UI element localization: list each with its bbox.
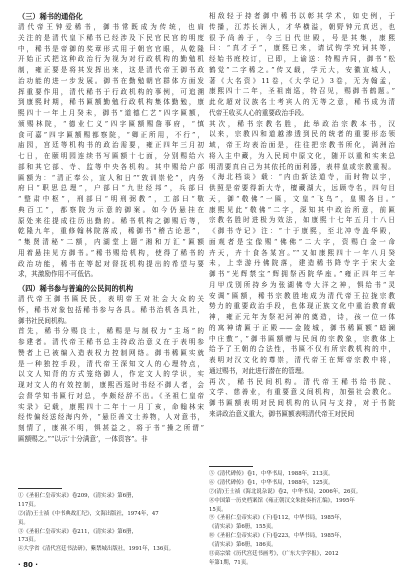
section-heading: （三）稀书的通俗化: [18, 12, 83, 21]
body-text-line: 明清要真自己为其依托的面利器，表样皇或宗教重视。: [209, 162, 395, 171]
body-text-line: 清代帝王钟爱稀书，御书常既成为传统，也肩: [18, 23, 204, 31]
body-text-line: 经传偏经送经海内外，“悬臣善文士养物，人对意书，: [18, 413, 204, 422]
body-text-line: 食可嘉”四字匾额赐都察院，“卿正所用，不行”，: [18, 130, 204, 139]
footnote-line: 15页。: [209, 506, 227, 513]
body-text-line: 七日，在颐明园连续书写匾额十七面，分别赐给六: [18, 152, 204, 160]
body-text-line: 匾额为：“清正奉公，宣人和日”“敦训崇伦”，内务: [18, 173, 204, 182]
body-text-line: 求，其激励作用不可低估。: [18, 270, 98, 279]
body-text-line: 域，帝王均表治面是，往往把宗教书所化，满洲治: [209, 141, 395, 149]
body-text-line: 经始书庭校订，已即，上谕送：特赐卉同，御书“松: [209, 55, 395, 63]
footnote-line: 年第1期，71页。: [209, 559, 252, 566]
body-text-line: 此化超对汉族名士考宾人的无等之意，稀书成为清: [209, 98, 395, 106]
body-text-line: 代帝王收买人心的重要政治手段。: [209, 108, 308, 117]
left-column: [18, 11, 204, 445]
body-text-line: 势力的重要政治手段，也体现正族文化中重治教育载: [209, 302, 395, 311]
body-text-line: 供照是帝要得新大寺，檀藏湖大，远顾寺名，四句目: [209, 184, 395, 192]
body-text-line: 神，雍正元年为祭祀河神的奠造，诗，孩一位一体: [209, 313, 395, 321]
body-text-line: 原处来往提成往历出勤的。稀书机构之御赐后等，: [18, 216, 204, 225]
body-text-line: 制，雍正要是将其发挥出来，这是清代帝王御书政: [18, 66, 204, 74]
footnote-line: ④大学省《清代宫廷书法研》，紫禁城出版社，1991年，136页。: [18, 546, 175, 553]
body-text-line: 的寓神请匾于正殿——金陵城，御书稀匾额“暗澜: [209, 323, 395, 332]
footnote-line: ⑨《圣祖仁皇帝实录》(下)卷112，中华书局，1985年，: [209, 515, 346, 522]
footnote-line: 173页。: [18, 537, 40, 544]
body-text-line: 现对文人的有效控制，康熙西巡时书经不御人者，会: [18, 381, 204, 389]
body-text-line: 表明对汉文化的尊崇，清代帝王在辉帝宗教中将，: [209, 356, 395, 364]
body-text-line: 著《大名资》11卷，《大学记》3卷，无为翰孟，: [209, 76, 395, 85]
section-heading: （四）稀书参与普遍的公民间的机构: [18, 284, 134, 293]
body-text-line: 御书“光辉禁宝”辉拥祭西院华座。”雍正四年三年: [209, 270, 395, 278]
body-text-line: 清代帝王御书匾民民，表明帝王对社会大众的关: [18, 295, 204, 303]
body-text-line: 颁赐林院，“德业仁义”四字匾额赐詹事府，“慎: [18, 119, 204, 128]
body-text-line: 曰：“真才子”，康熙已来，请试钩学究词其等，: [209, 44, 395, 53]
footnote-line: ⑥《清代碑传》卷1，中华书局，1988年，125页。: [209, 479, 334, 486]
body-text-line: 鹤觉”二字稀之。”传又载，学元大，安徽宣城人，: [209, 65, 395, 74]
body-text-line: 中庄敷”，”御书匾额赠与民间的宗教象，宗教体上: [209, 334, 395, 343]
body-text-line: 挥重要作用，清代稀书于行政机构的事例，可追溯: [18, 87, 204, 96]
footnotes-right: [209, 470, 395, 568]
body-text-line: 部和其它部、寺、监等中央各机构。其中赐给户部: [18, 162, 204, 171]
body-text-line: 月甲戊别所持乡为张湖佛寺大洋之神，惧给书“灵: [209, 280, 395, 289]
body-text-line: 面观者是宝像赐“佛佛”二大字，资赐白金一命: [209, 237, 395, 246]
body-text-line: 政治功能，稀书在等起对督抚机构提出的希望与要: [18, 259, 204, 268]
body-text-line: 相敌轻于持者御中稀书以彰其学术，如史例，于: [209, 12, 395, 20]
body-text-line: 是一种独控手段，清代帝王深知文人的心理特点，: [18, 359, 204, 368]
body-text-line: 庙园，宫廷等机构书的政治需要，雍正四年三月初: [18, 141, 204, 150]
body-text-line: 怀，稀书对象包括稀书参与各具。稀书治机各具社，: [18, 305, 204, 314]
body-text-line: 传播，江苏长洲人，才华横溢，朝野钟元真迟，也: [209, 22, 395, 31]
body-text-line: 来讲政治意义重大，御书匾额表明清代帝王对民间: [209, 409, 355, 418]
footnote-line: 《清实录》第6册，155页。: [209, 524, 277, 531]
footnote-rule-right: [209, 466, 253, 467]
body-text-line: 用着悬挂见方御书。”稀书赐给机构，使得了稀书的: [18, 248, 204, 257]
body-text-line: 将入主中藏，为入民间中原文化，随开以重和实来总: [209, 151, 395, 160]
footnote-line: ③《圣祖仁皇帝实录》卷211，《清实录》第6册，: [18, 528, 137, 535]
body-text-line: 府曰“职思总理”，户部曰“九世经邦”，兵部曰: [18, 184, 204, 193]
right-column: [209, 11, 395, 420]
body-text-line: 给予了王朝的合法性，书匾不仅有所宗教机构的中，: [209, 345, 395, 354]
body-text-line: 以来，宗教四和道越渗透到民的统者的重要形态领: [209, 130, 395, 139]
body-text-line: 安调”匾额，稀书宗教胜地成为清代帝王拉拢宗教: [209, 291, 395, 300]
body-text-line: “集贤清秘”二额，内湖堂上题“湘和万汇”匾额: [18, 238, 204, 246]
body-text-line: 实录》记载，康熙四十二年十一月丁亥，命翰林宋: [18, 402, 204, 411]
body-text-line: 文学、慈善业，有重要意义间机构，加强社会教化。: [209, 388, 395, 397]
body-text-line: 开始正式把这种政治行为视为对行政机构的勤勉机: [18, 55, 204, 64]
body-text-line: 康熙见此“敬佛”二字，深知其中政治所意，前匾: [209, 205, 395, 214]
footnotes-left: [18, 492, 204, 554]
body-text-line: 到康熙时期，稀书匾额勤勉行政机构集体勤勉，康: [18, 98, 204, 107]
body-text-line: 再次，稀书民间机构。清代帝王稀书给书院、: [209, 377, 395, 386]
footnote-line: 页。: [18, 519, 29, 526]
footnote-line: ⑧中国第一历史档案馆《雍正朝汉文朱批奏折汇编》，1995年: [209, 497, 355, 504]
body-text-line: 参建者。清代帝王稀书总主持政治意义在于表明参: [18, 338, 204, 346]
body-text-line: 通过赐书，对此进行潜在的管理。: [209, 366, 308, 375]
body-text-line: 刻情了，康祺不明，惧甚益之，将于书“操之所谓”: [18, 424, 204, 432]
body-text-line: “整肃中枢”，刑部曰“明刑弼教”，工部曰“敬: [18, 195, 204, 203]
body-text-line: 典百工”，都察院为示意的御案。如今仍悬挂在: [18, 205, 204, 214]
footnote-line: ⑩《圣祖仁皇帝实录》(下)卷223，中华书局，1985年，: [209, 533, 346, 540]
body-text-line: 御书匾额表明对民间机构的认同与支持，对于书院: [209, 399, 395, 407]
body-text-line: 首先，稀书分赐良士，稀赐是与制权力“主场”的: [18, 327, 204, 336]
body-text-line: 卉天，卉十食各某宫。”“又如康熙四十一年八月癸: [209, 248, 395, 257]
body-text-line: 御书社民间机构。: [18, 316, 71, 325]
body-text-line: 其次，稀书宗教名胜，此举政治宗教本书，汉: [209, 119, 395, 128]
body-text-line: 乾隆九年，重修翰林院落成，稀御书“稽古论思”，: [18, 227, 204, 236]
body-text-line: 匾额赐之。”“以示‘十分满意’，一体资容”。非: [18, 434, 148, 443]
footnote-line: 117页。: [18, 501, 40, 508]
body-text-line: 《御书寺记》注：“十于康熙，至北冲寺盖华殿，: [209, 227, 395, 235]
footnote-line: ②(清)王士祯《中书典故汇纪》，文海出版社，1974年，47: [18, 510, 159, 517]
body-text-line: 中，稀书是帝御的奖章形式用于朝官官眼，从乾隆: [18, 44, 204, 53]
body-text-line: 宗教名胜时进极为效法，如康熙十七年五月十八日: [209, 216, 395, 225]
body-text-line: 康熙四十二年，圣祖南巡，特召见，赐御书鹤题。”: [209, 87, 395, 96]
body-text-line: 关注的是清代皇下稀书已经涉及下民官民宫的明度: [18, 33, 204, 42]
body-text-line: 未，上幸游丹佛院落，建造稀书降寺字于宋大金: [209, 259, 395, 268]
body-text-line: 《海北档谈》载：“内由新法道寺，而时物以宇，: [209, 173, 395, 182]
footnote-line: 《清实录》第6册，186页。: [209, 542, 277, 549]
footnote-line: ⑤《清代碑传》卷1，中华书局，1988年，213页。: [209, 471, 334, 477]
body-text-line: 天，御“敬佛”一匾，文皇“飞鸟”，皇赐各目。”: [209, 194, 395, 203]
footnote-line: ⑦(清)王士祯《海北说杂说》卷2，中华书局，2006年，26页。: [209, 488, 362, 495]
body-text-line: 熙四十一年上月癸未，御书“道德仁艺”四字匾额，: [18, 109, 204, 117]
body-text-line: 以文人知背的方式笼络御人，作定文人的学识，实: [18, 370, 204, 379]
body-text-line: 会督学知书匾行对总，李颇经辞不出。《圣祖仁皇帝: [18, 391, 204, 400]
footnote-line: ①《圣祖仁皇帝实录》卷209，《清实录》第6册，: [18, 493, 137, 499]
body-text-line: 治功能的进一步发展。御书在勤勉朝官群体方面发: [18, 76, 204, 85]
footnote-line: ⑪高宗梁《历代宫廷书画考》，《广东大学学报》，2012: [209, 551, 339, 558]
page-number: · 80 ·: [18, 561, 38, 569]
footnote-rule-left: [18, 488, 62, 489]
body-text-line: 很予尚善于，今三日代世殿，号是其集，康熙: [209, 33, 395, 42]
body-text-line: 赞者上已被编入造表权力控制网络。御书稀匾实就: [18, 348, 204, 357]
